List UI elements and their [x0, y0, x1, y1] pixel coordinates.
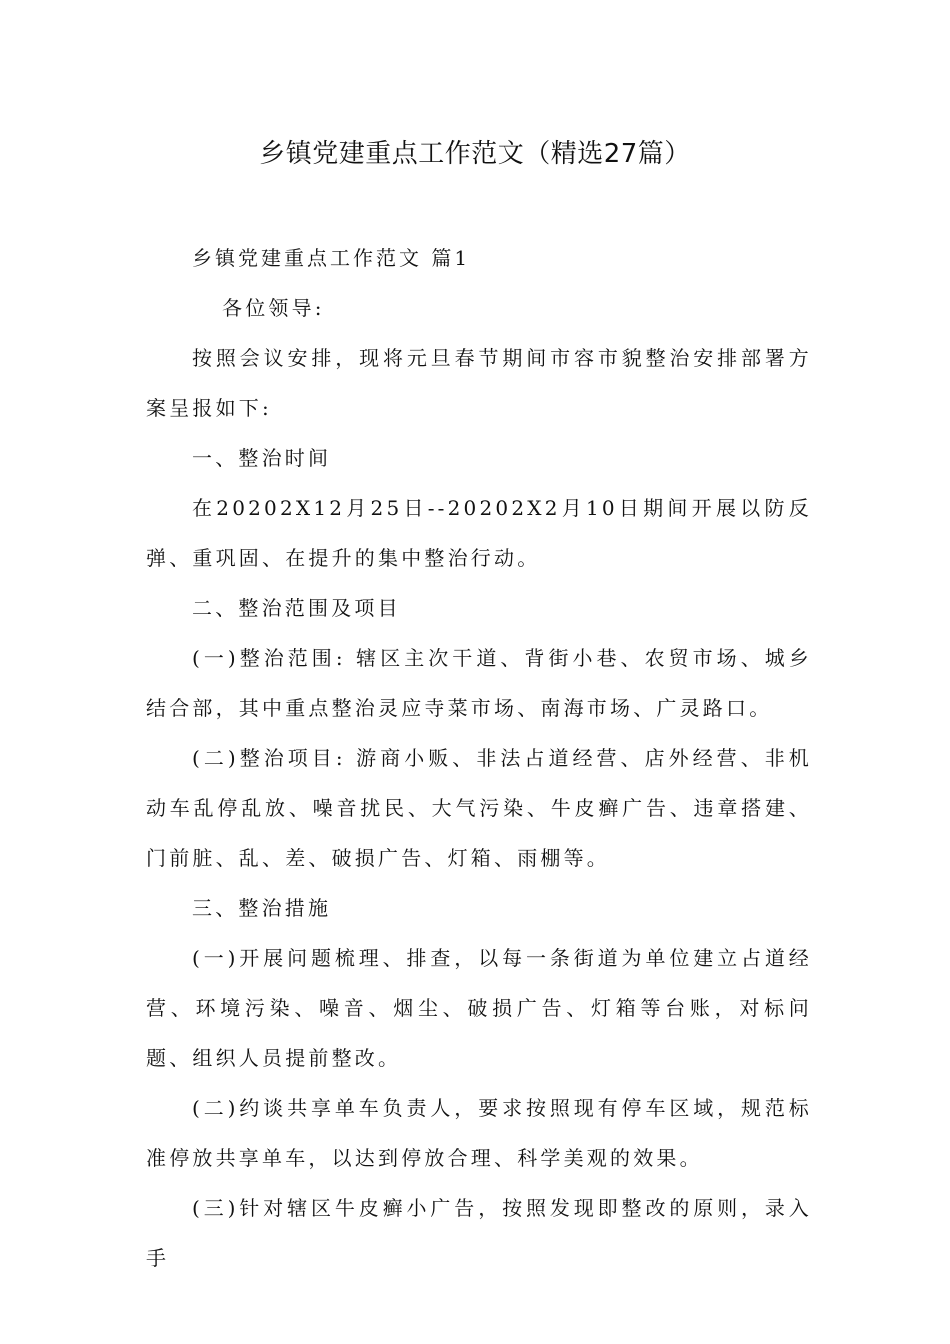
- document-title: 乡镇党建重点工作范文（精选27篇）: [259, 139, 691, 169]
- paragraph-scope: (一)整治范围: 辖区主次干道、背街小巷、农贸市场、城乡结合部，其中重点整治灵应寺菜市场、南海市场、广灵路口。: [146, 646, 812, 720]
- salutation: 各位领导:: [222, 296, 325, 320]
- document-body: [146, 233, 812, 1283]
- paragraph-measure-2: (二)约谈共享单车负责人，要求按照现有停车区域，规范标准停放共享单车，以达到停放合理、科学美观的效果。: [146, 1096, 812, 1170]
- paragraph-measure-3: (三)针对辖区牛皮癣小广告，按照发现即整改的原则，录入手: [146, 1196, 812, 1270]
- section-subtitle: 乡镇党建重点工作范文 篇1: [192, 246, 471, 270]
- heading-section-3: 三、整治措施: [192, 896, 332, 920]
- paragraph-measure-1: (一)开展问题梳理、排查，以每一条街道为单位建立占道经营、环境污染、噪音、烟尘、破损广告、灯箱等台账，对标问题、组织人员提前整改。: [146, 946, 812, 1070]
- heading-section-2: 二、整治范围及项目: [192, 596, 401, 620]
- heading-section-1: 一、整治时间: [192, 446, 332, 470]
- paragraph-time: 在20202X12月25日--20202X2月10日期间开展以防反弹、重巩固、在提升的集中整治行动。: [146, 496, 812, 570]
- paragraph-intro: 按照会议安排，现将元旦春节期间市容市貌整治安排部署方案呈报如下:: [146, 346, 812, 420]
- paragraph-items: (二)整治项目: 游商小贩、非法占道经营、店外经营、非机动车乱停乱放、噪音扰民、大气污染、牛皮癣广告、违章搭建、门前脏、乱、差、破损广告、灯箱、雨棚等。: [146, 746, 812, 870]
